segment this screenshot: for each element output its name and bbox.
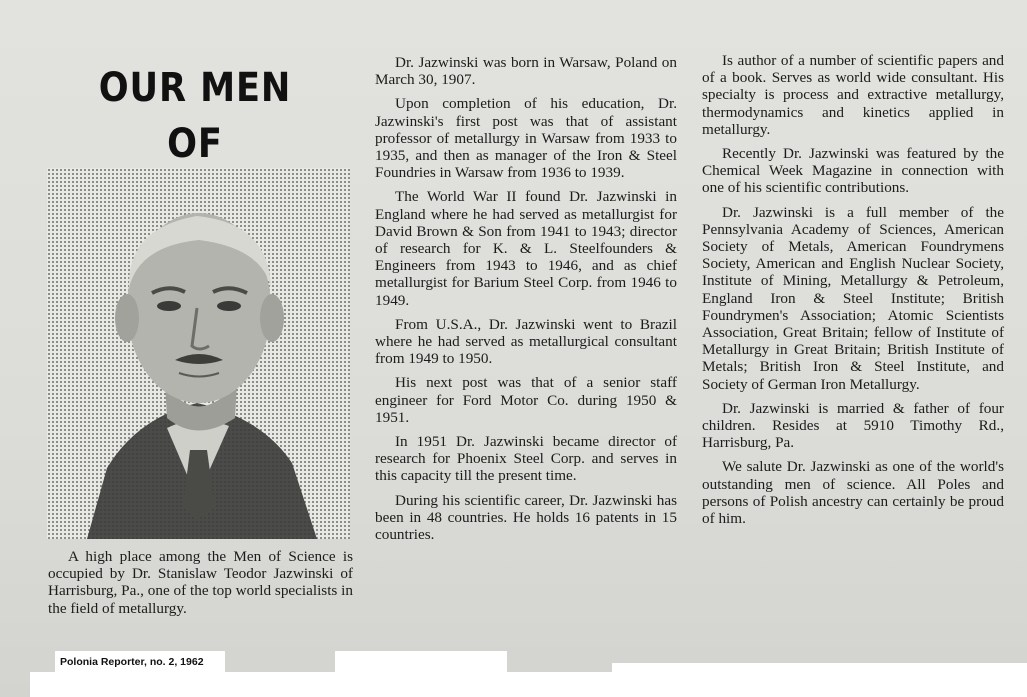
paragraph: We salute Dr. Jazwinski as one of the world's outstanding men of science. All Poles and persons of Polish ancestry can certainly be proud of him. [702,458,1004,528]
column-1 [48,548,353,624]
paragraph: Dr. Jazwinski is married & father of four children. Resides at 5910 Timothy Rd., Harrisburg, Pa. [702,399,1004,452]
column-3 [702,52,1004,534]
column-2 [375,54,677,550]
source-caption: Polonia Reporter, no. 2, 1962 [60,656,204,668]
scan-edge [335,651,507,697]
paragraph: Dr. Jazwinski is a full member of the Pennsylvania Academy of Sciences, American Society of Metals, American Foundrymens Society, American and English Nuclear Society, Institute of Mining, Metallurgy & Petroleum, England Iron & Steel Institute; British Foundrymen's Association; Atomic Scientists Association, Great Britain; fellow of Institute of Metallurgy in Great Britain; British Institute of Metals; British Iron & Steel Institute, and Society of German Iron Metallurgy. [702,203,1004,393]
portrait-photo [47,168,350,539]
paragraph: Dr. Jazwinski was born in Warsaw, Poland on March 30, 1907. [375,54,677,89]
scan-edge [612,663,1027,697]
portrait-illustration [47,168,350,539]
paragraph: Upon completion of his education, Dr. Jazwinski's first post was that of assistant professor of metallurgy in Warsaw from 1933 to 1935, and then as manager of the Iron & Steel Foundries in Warsaw from 1936 to 1939. [375,95,677,182]
paragraph: In 1951 Dr. Jazwinski became director of research for Phoenix Steel Corp. and serves in this capacity till the present time. [375,433,677,485]
paragraph: Recently Dr. Jazwinski was featured by the Chemical Week Magazine in connection with one of his scientific contributions. [702,145,1004,197]
paragraph: During his scientific career, Dr. Jazwinski has been in 48 countries. He holds 16 patents in 15 countries. [375,491,677,544]
paragraph: A high place among the Men of Science is occupied by Dr. Stanislaw Teodor Jazwinski of Harrisburg, Pa., one of the top world specialists in the field of metallurgy. [48,548,353,617]
title-line-1: OUR MEN [98,65,292,111]
paragraph: The World War II found Dr. Jazwinski in England where he had served as metallurgist for David Brown & Son from 1941 to 1943; director of research for K. & L. Steelfounders & Engineers from 1943 to 1946, and as chief metallurgist for Barium Steel Corp. from 1946 to 1949. [375,188,677,309]
title-line-2: OF [167,121,223,167]
paragraph: Is author of a number of scientific papers and of a book. Serves as world wide consultant. His specialty is process and extractive metallurgy, thermodynamics and kinetics applied in metallurgy. [702,52,1004,138]
paragraph: His next post was that of a senior staff engineer for Ford Motor Co. during 1950 & 1951. [375,374,677,426]
paragraph: From U.S.A., Dr. Jazwinski went to Brazil where he had served as metallurgical consultant from 1949 to 1950. [375,315,677,368]
